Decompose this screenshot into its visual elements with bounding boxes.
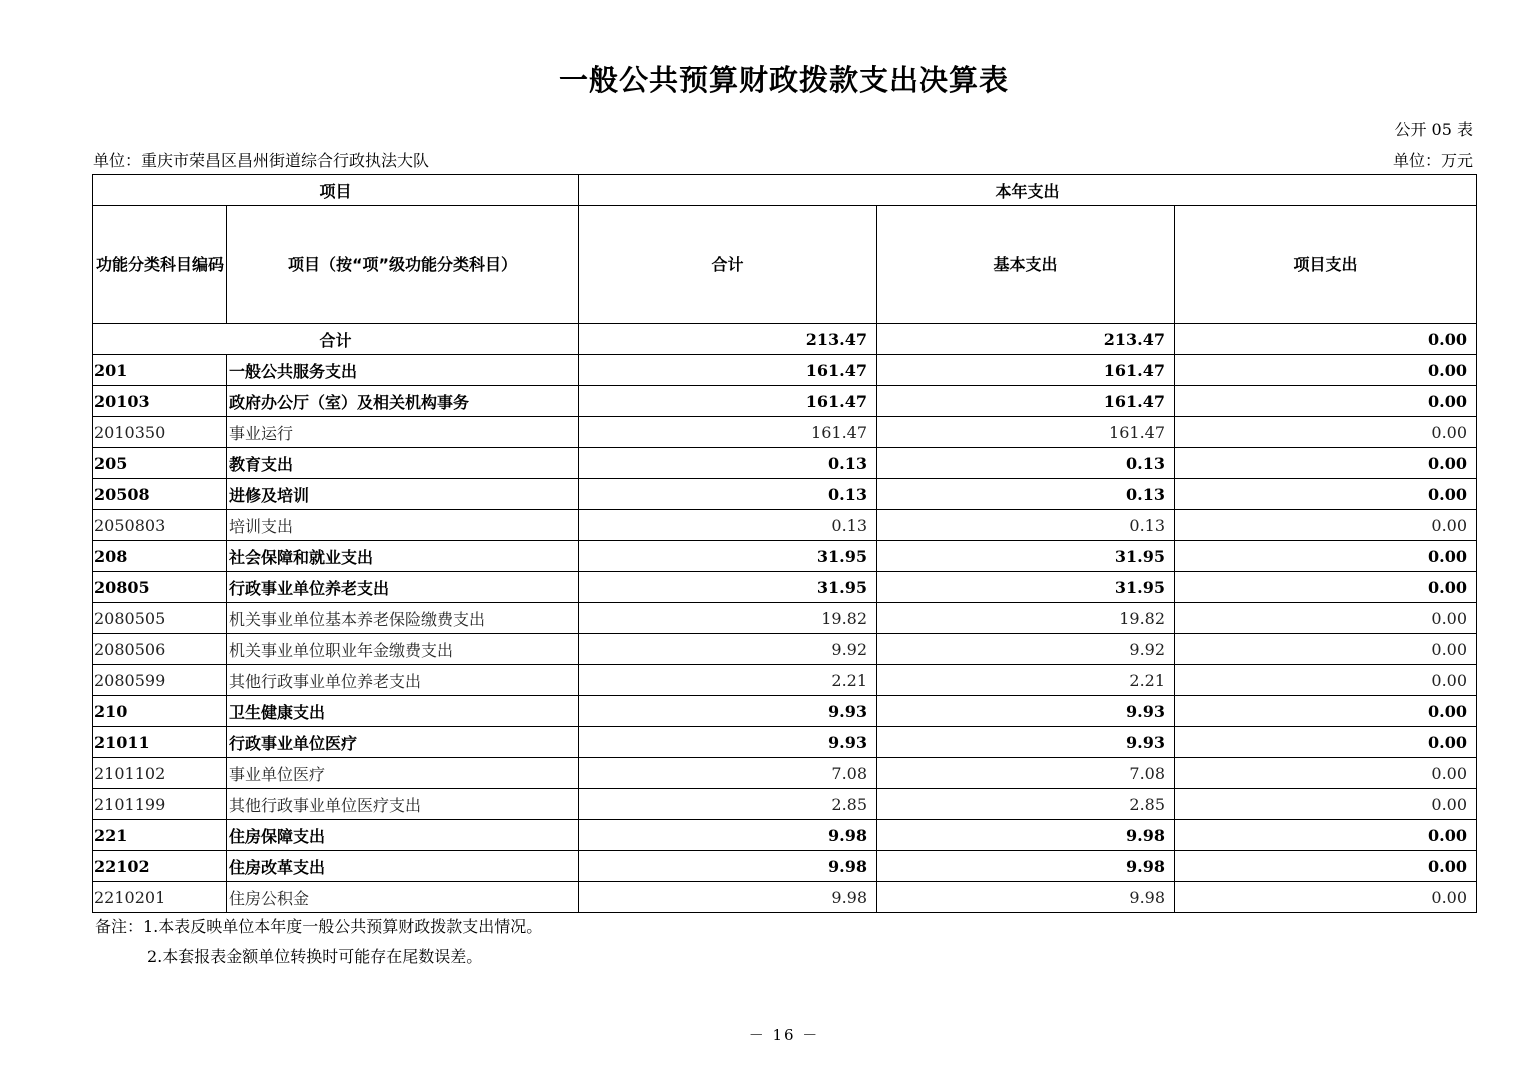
row-code: 2101199 <box>93 789 227 820</box>
row-basic: 161.47 <box>877 355 1175 386</box>
row-name: 社会保障和就业支出 <box>227 541 579 572</box>
row-project: 0.00 <box>1175 386 1477 417</box>
row-code: 205 <box>93 448 227 479</box>
row-name: 教育支出 <box>227 448 579 479</box>
row-project: 0.00 <box>1175 634 1477 665</box>
header-total: 合计 <box>579 206 877 324</box>
table-row <box>93 572 1477 603</box>
page-number: － 16 － <box>748 1026 820 1044</box>
row-name: 一般公共服务支出 <box>227 355 579 386</box>
row-basic: 9.98 <box>877 820 1175 851</box>
row-code: 210 <box>93 696 227 727</box>
table-row <box>93 541 1477 572</box>
row-basic: 31.95 <box>877 541 1175 572</box>
row-code: 20508 <box>93 479 227 510</box>
row-total: 2.21 <box>579 665 877 696</box>
row-code: 2010350 <box>93 417 227 448</box>
table-row <box>93 882 1477 913</box>
row-project: 0.00 <box>1175 603 1477 634</box>
row-basic: 0.13 <box>877 479 1175 510</box>
row-total: 9.98 <box>579 851 877 882</box>
currency-unit: 单位：万元 <box>1392 151 1473 170</box>
row-project: 0.00 <box>1175 355 1477 386</box>
row-code: 208 <box>93 541 227 572</box>
total-label: 合计 <box>93 324 579 355</box>
table-row <box>93 820 1477 851</box>
table-row <box>93 696 1477 727</box>
row-total: 31.95 <box>579 572 877 603</box>
total-row <box>93 324 1477 355</box>
row-code: 2210201 <box>93 882 227 913</box>
row-basic: 0.13 <box>877 510 1175 541</box>
expenditure-table <box>92 174 1477 913</box>
table-row <box>93 665 1477 696</box>
row-code: 20805 <box>93 572 227 603</box>
table-row <box>93 789 1477 820</box>
row-project: 0.00 <box>1175 882 1477 913</box>
row-code: 2080506 <box>93 634 227 665</box>
row-total: 0.13 <box>579 510 877 541</box>
row-project: 0.00 <box>1175 696 1477 727</box>
row-code: 221 <box>93 820 227 851</box>
row-name: 事业单位医疗 <box>227 758 579 789</box>
row-total: 161.47 <box>579 417 877 448</box>
row-name: 机关事业单位职业年金缴费支出 <box>227 634 579 665</box>
row-name: 住房保障支出 <box>227 820 579 851</box>
row-total: 7.08 <box>579 758 877 789</box>
table-row <box>93 603 1477 634</box>
row-project: 0.00 <box>1175 510 1477 541</box>
row-name: 住房改革支出 <box>227 851 579 882</box>
row-total: 2.85 <box>579 789 877 820</box>
row-name: 住房公积金 <box>227 882 579 913</box>
notes <box>95 912 542 972</box>
row-basic: 9.92 <box>877 634 1175 665</box>
reporting-unit: 单位：重庆市荣昌区昌州街道综合行政执法大队 <box>93 151 430 170</box>
row-name: 机关事业单位基本养老保险缴费支出 <box>227 603 579 634</box>
row-project: 0.00 <box>1175 758 1477 789</box>
table-row <box>93 634 1477 665</box>
row-project: 0.00 <box>1175 789 1477 820</box>
row-name: 事业运行 <box>227 417 579 448</box>
row-code: 20103 <box>93 386 227 417</box>
row-basic: 7.08 <box>877 758 1175 789</box>
note-line-1: 备注：1.本表反映单位本年度一般公共预算财政拨款支出情况。 <box>95 917 543 936</box>
row-code: 22102 <box>93 851 227 882</box>
row-code: 2080599 <box>93 665 227 696</box>
row-name: 培训支出 <box>227 510 579 541</box>
table-row <box>93 727 1477 758</box>
row-project: 0.00 <box>1175 727 1477 758</box>
row-code: 21011 <box>93 727 227 758</box>
row-total: 9.98 <box>579 820 877 851</box>
row-name: 政府办公厅（室）及相关机构事务 <box>227 386 579 417</box>
table-row <box>93 355 1477 386</box>
row-name: 行政事业单位医疗 <box>227 727 579 758</box>
row-basic: 31.95 <box>877 572 1175 603</box>
header-year-expenditure: 本年支出 <box>579 175 1477 206</box>
row-name: 其他行政事业单位医疗支出 <box>227 789 579 820</box>
row-total: 9.93 <box>579 727 877 758</box>
page-title: 一般公共预算财政拨款支出决算表 <box>558 63 1009 97</box>
row-total: 31.95 <box>579 541 877 572</box>
note-line-2: 2.本套报表金额单位转换时可能存在尾数误差。 <box>147 947 483 966</box>
row-project: 0.00 <box>1175 541 1477 572</box>
total-project: 0.00 <box>1175 324 1477 355</box>
table-row <box>93 386 1477 417</box>
row-total: 9.98 <box>579 882 877 913</box>
row-basic: 9.93 <box>877 696 1175 727</box>
form-number: 公开 05 表 <box>1394 120 1473 139</box>
header-project: 项目支出 <box>1175 206 1477 324</box>
row-project: 0.00 <box>1175 479 1477 510</box>
header-item: 项目 <box>93 175 579 206</box>
row-basic: 9.98 <box>877 851 1175 882</box>
table-row <box>93 510 1477 541</box>
row-project: 0.00 <box>1175 665 1477 696</box>
header-code: 功能分类科目编码 <box>93 206 227 324</box>
row-basic: 161.47 <box>877 386 1175 417</box>
table-row <box>93 851 1477 882</box>
table-row <box>93 448 1477 479</box>
row-basic: 19.82 <box>877 603 1175 634</box>
row-project: 0.00 <box>1175 820 1477 851</box>
row-total: 161.47 <box>579 355 877 386</box>
header-row-top <box>93 175 1477 206</box>
row-project: 0.00 <box>1175 572 1477 603</box>
row-total: 9.92 <box>579 634 877 665</box>
header-row-columns <box>93 206 1477 324</box>
row-name: 行政事业单位养老支出 <box>227 572 579 603</box>
table-row <box>93 479 1477 510</box>
table-row <box>93 758 1477 789</box>
row-total: 0.13 <box>579 479 877 510</box>
row-name: 其他行政事业单位养老支出 <box>227 665 579 696</box>
row-project: 0.00 <box>1175 417 1477 448</box>
table-row <box>93 417 1477 448</box>
row-name: 卫生健康支出 <box>227 696 579 727</box>
row-project: 0.00 <box>1175 448 1477 479</box>
row-total: 0.13 <box>579 448 877 479</box>
row-basic: 161.47 <box>877 417 1175 448</box>
row-code: 201 <box>93 355 227 386</box>
row-basic: 2.21 <box>877 665 1175 696</box>
row-total: 19.82 <box>579 603 877 634</box>
row-total: 9.93 <box>579 696 877 727</box>
row-code: 2101102 <box>93 758 227 789</box>
row-project: 0.00 <box>1175 851 1477 882</box>
total-basic: 213.47 <box>877 324 1175 355</box>
row-basic: 9.93 <box>877 727 1175 758</box>
row-name: 进修及培训 <box>227 479 579 510</box>
row-total: 161.47 <box>579 386 877 417</box>
row-basic: 9.98 <box>877 882 1175 913</box>
total-amount: 213.47 <box>579 324 877 355</box>
row-code: 2080505 <box>93 603 227 634</box>
row-code: 2050803 <box>93 510 227 541</box>
header-name: 项目（按“项”级功能分类科目） <box>227 206 579 324</box>
header-basic: 基本支出 <box>877 206 1175 324</box>
row-basic: 0.13 <box>877 448 1175 479</box>
row-basic: 2.85 <box>877 789 1175 820</box>
